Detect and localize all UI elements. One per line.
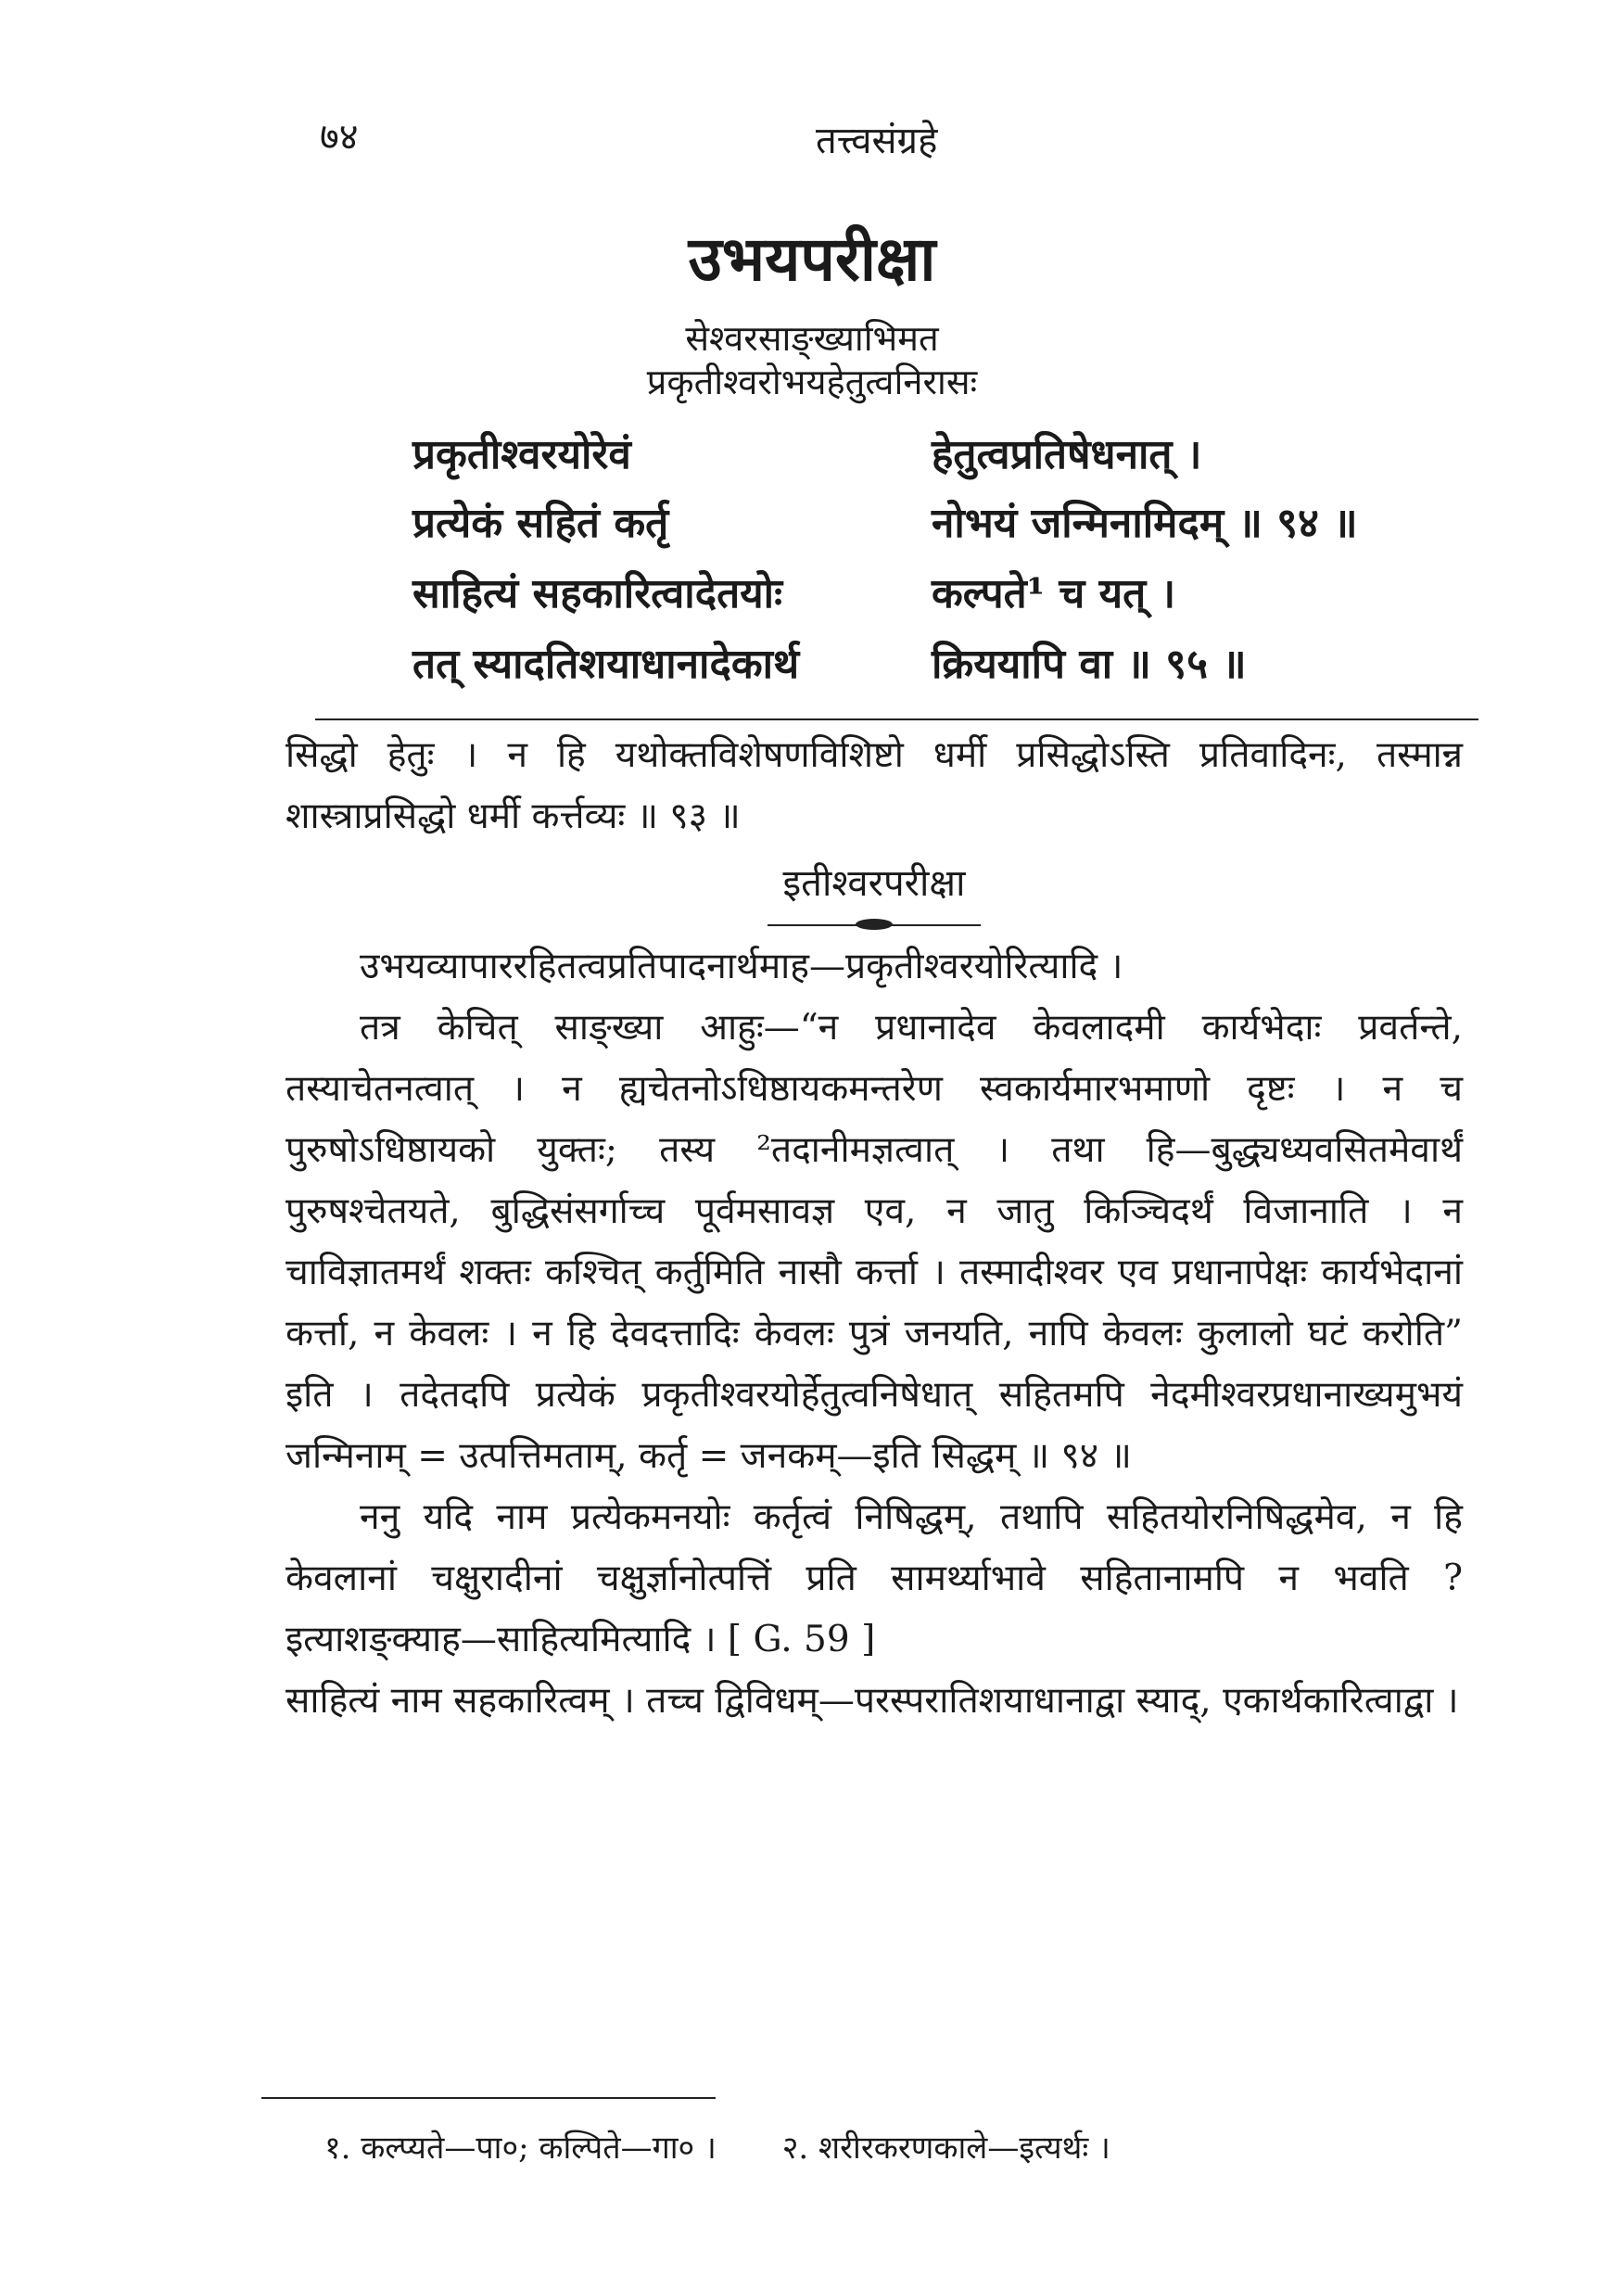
verse-line bbox=[412, 634, 1386, 690]
commentary-text bbox=[285, 725, 1463, 1732]
footnote-2: २. शरीरकरणकाले—इत्यर्थः । bbox=[781, 2130, 1110, 2167]
commentary-paragraph: साहित्यं नाम सहकारित्वम् । तच्च द्विविधम्—परस्परातिशयाधानाद्वा स्याद्, एकार्थकारित्वाद्वा । bbox=[285, 1680, 1459, 1722]
commentary-paragraph: तत्र केचित् साङ्ख्या आहुः—“न प्रधानादेव केवलादमी कार्यभेदाः प्रवर्तन्ते, तस्याचेतनत्वात् । न ह्यचेतनोऽधिष्ठायकमन्तरेण स्वकार्यमारभमाणो दृष्टः । न च पुरुषोऽधिष्ठायको युक्तः; तस्य ²तदानीमज्ञत्वात् । तथा हि—बुद्ध्यध्यवसितमेवार्थं पुरुषश्चेतयते, बुद्धिसंसर्गाच्च पूर्वमसावज्ञ एव, न जातु किञ्चिदर्थं विजानाति । न चाविज्ञातमर्थं शक्तः कश्चित् कर्तुमिति नासौ कर्त्ता । तस्मादीश्वर एव प्रधानापेक्षः कार्यभेदानां कर्त्ता, न केवलः । न हि देवदत्तादिः केवलः पुत्रं जनयति, नापि केवलः कुलालो घटं करोति” इति । तदेतदपि प्रत्येकं प्रकृतीश्वरयोर्हेतुत्वनिषेधात् सहितमपि नेदमीश्वरप्रधानाख्यमुभयं जन्मिनाम् = उत्पत्तिमताम्, कर्तृ = जनकम्—इति सिद्धम् ॥ ९४ ॥ bbox=[285, 1007, 1463, 1477]
page-number: ७४ bbox=[320, 116, 359, 159]
verse-pada-a: प्रत्येकं सहितं कर्तृ bbox=[412, 500, 669, 547]
verse-pada-b: हेतुत्वप्रतिषेधनात् । bbox=[932, 431, 1202, 478]
verse-pada-b: क्रिययापि वा ॥ ९५ ॥ bbox=[932, 641, 1247, 688]
section-title: उभयपरीक्षा bbox=[688, 223, 936, 295]
verse-line bbox=[412, 425, 1386, 480]
verse-pada-b: नोभयं जन्मिनामिदम् ॥ ९४ ॥ bbox=[932, 500, 1358, 547]
verse-line bbox=[412, 493, 1386, 549]
footnote-1: १. कल्प्यते—पा०; कल्पिते—गा० । bbox=[324, 2130, 717, 2167]
verse-pada-b: कल्पते¹ च यत् । bbox=[932, 570, 1176, 617]
footnote-rule bbox=[261, 2097, 716, 2099]
commentary-paragraph: ननु यदि नाम प्रत्येकमनयोः कर्तृत्वं निषिद्धम्, तथापि सहितयोरनिषिद्धमेव, न हि केवलानां चक्षुरादीनां चक्षुर्ज्ञानोत्पत्तिं प्रति सामर्थ्याभावे सहितानामपि न भवति ? इत्याशङ्क्याह—साहित्यमित्यादि । [ G. 59 ] bbox=[285, 1496, 1463, 1660]
footnotes bbox=[324, 2125, 1166, 2168]
running-title: तत्त्वसंग्रहे bbox=[816, 120, 938, 162]
chapter-end-title: इतीश्वरपरीक्षा bbox=[782, 862, 966, 905]
section-subtitle-line1: सेश्वरसाङ्ख्याभिमत bbox=[685, 318, 939, 359]
verse-separator-rule bbox=[315, 718, 1478, 720]
commentary-paragraph-prev: सिद्धो हेतुः । न हि यथोक्तविशेषणविशिष्टो धर्मी प्रसिद्धोऽस्ति प्रतिवादिनः, तस्मान्न शास्त्राप्रसिद्धो धर्मी कर्त्तव्यः ॥ ९३ ॥ bbox=[285, 734, 1463, 837]
section-subtitle-line2: प्रकृतीश्वरोभयहेतुत्वनिरासः bbox=[646, 362, 978, 402]
verse-pada-a: प्रकृतीश्वरयोरेवं bbox=[412, 431, 631, 478]
commentary-paragraph: उभयव्यापाररहितत्वप्रतिपादनार्थमाह—प्रकृतीश्वरयोरित्यादि । bbox=[360, 946, 1123, 987]
ornament-divider bbox=[768, 914, 981, 936]
verse-pada-a: तत् स्यादतिशयाधानादेकार्थ bbox=[412, 641, 800, 688]
verse-pada-a: साहित्यं सहकारित्वादेतयोः bbox=[412, 570, 782, 617]
verse-line bbox=[412, 564, 1386, 619]
